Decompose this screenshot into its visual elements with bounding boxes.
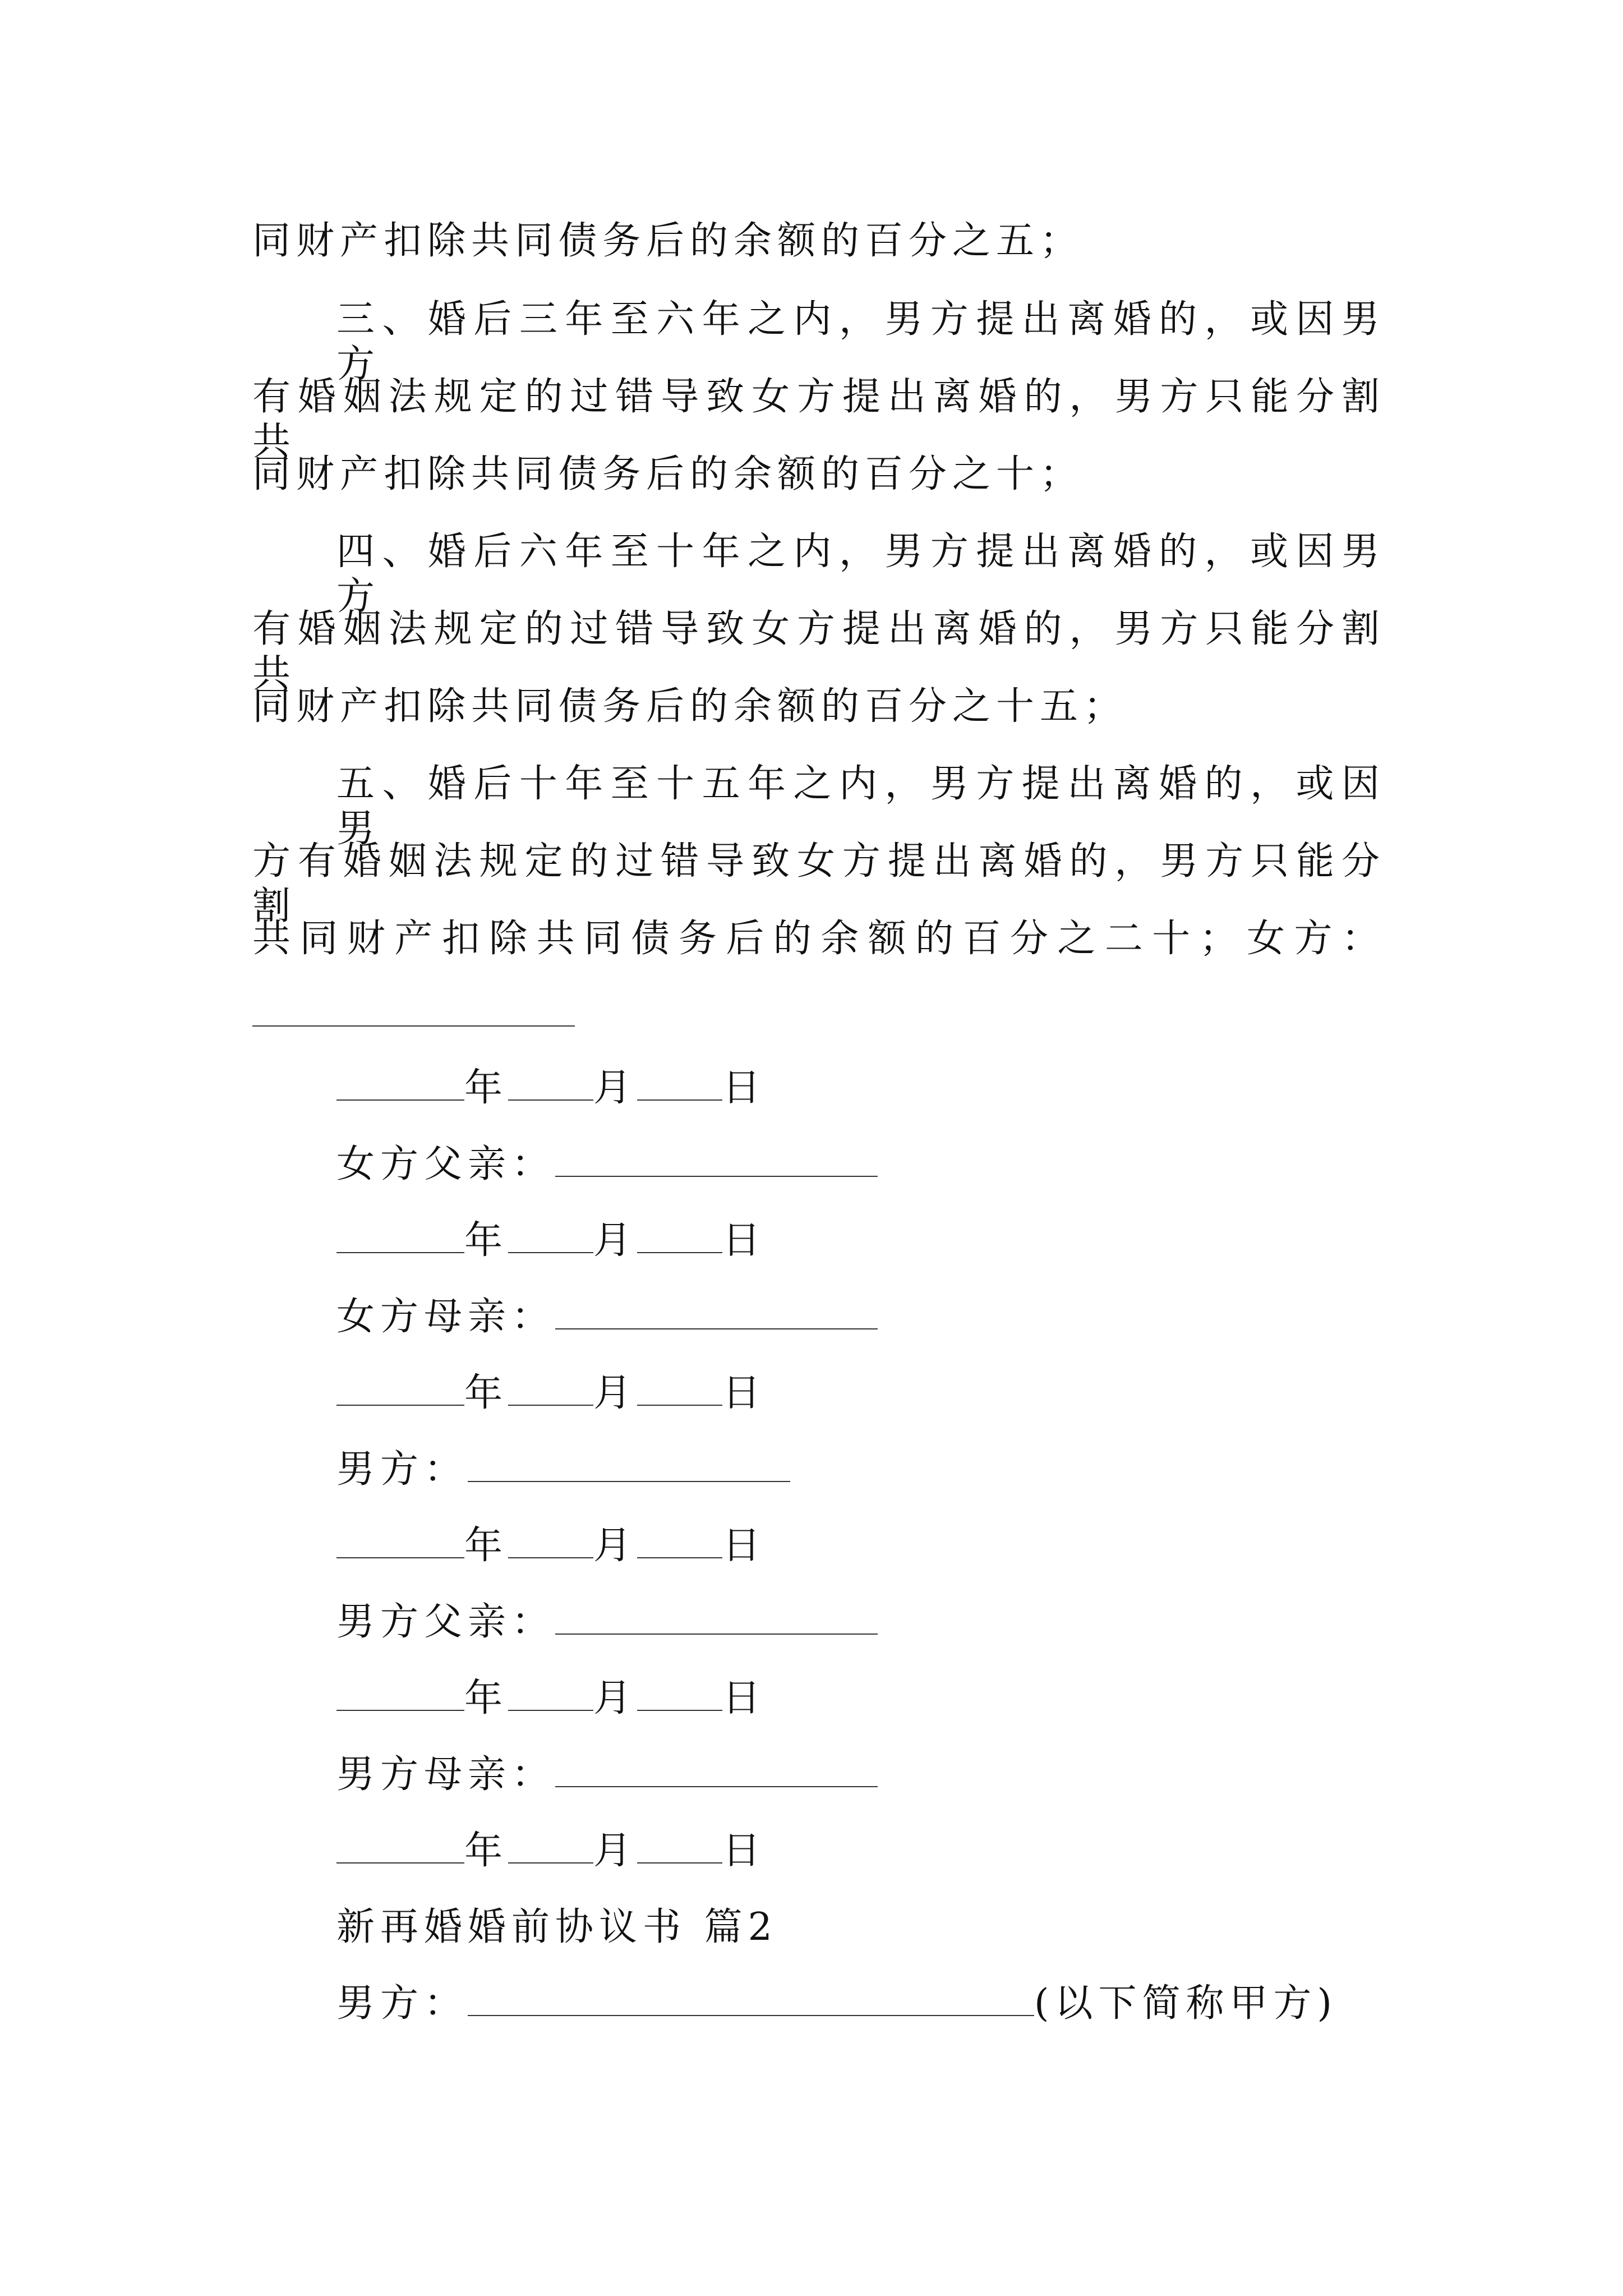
day-blank[interactable] [637,1830,722,1864]
paragraph-4-line-2: 有婚姻法规定的过错导致女方提出离婚的，男方只能分割共 [252,607,1385,696]
month-label: 月 [593,1676,638,1720]
date-row-female-father [336,1218,1469,1263]
date-row-female [336,1066,1469,1111]
male-mother-row [336,1752,1469,1797]
day-blank[interactable] [637,1525,722,1558]
male-father-signature-line[interactable] [555,1601,878,1635]
month-label: 月 [593,1524,638,1568]
month-blank[interactable] [508,1830,593,1864]
paragraph-4-line-3: 同财产扣除共同债务后的余额的百分之十五； [252,684,1128,729]
day-label: 日 [722,1524,767,1568]
female-mother-row [336,1295,1469,1340]
year-blank[interactable] [336,1067,464,1101]
month-label: 月 [593,1218,638,1263]
day-blank[interactable] [637,1372,722,1406]
male-label: 男方： [336,1447,468,1492]
year-blank[interactable] [336,1220,464,1253]
day-label: 日 [722,1371,767,1415]
paragraph-5-line-2: 方有婚姻法规定的过错导致女方提出离婚的，男方只能分割 [252,839,1385,928]
date-row-male-mother [336,1829,1469,1874]
male-mother-signature-line[interactable] [555,1754,878,1787]
year-label: 年 [464,1524,509,1568]
date-row-male [336,1524,1469,1568]
female-mother-signature-line[interactable] [555,1296,878,1329]
day-blank[interactable] [637,1220,722,1253]
male-label: 男方： [336,1981,468,2026]
year-label: 年 [464,1371,509,1415]
female-signature-line[interactable] [252,1025,575,1027]
female-father-label: 女方父亲： [336,1142,556,1186]
date-row-female-mother [336,1371,1469,1416]
male-row [336,1447,1469,1492]
month-label: 月 [593,1371,638,1415]
year-label: 年 [464,1829,509,1873]
paragraph-4-line-1: 四、婚后六年至十年之内，男方提出离婚的，或因男方 [336,530,1385,619]
paragraph-5-line-3: 共同财产扣除共同债务后的余额的百分之二十；女方： [252,917,1385,961]
year-blank[interactable] [336,1677,464,1711]
day-label: 日 [722,1829,767,1873]
day-blank[interactable] [637,1677,722,1711]
party-a-signature-line[interactable] [468,1982,1034,2016]
male-father-row [336,1600,1469,1645]
paragraph-3-line-3: 同财产扣除共同债务后的余额的百分之十； [252,452,1084,496]
paragraph-3-line-1: 三、婚后三年至六年之内，男方提出离婚的，或因男方 [336,297,1385,386]
day-label: 日 [722,1676,767,1720]
male-mother-label: 男方母亲： [336,1752,556,1797]
year-blank[interactable] [336,1372,464,1406]
female-mother-label: 女方母亲： [336,1295,556,1339]
paragraph-5-line-1: 五、婚后十年至十五年之内，男方提出离婚的，或因男 [336,762,1385,851]
section-2-male-row [336,1981,1469,2026]
party-a-suffix: (以下简称甲方) [1034,1981,1338,2026]
month-blank[interactable] [508,1372,593,1406]
male-signature-line[interactable] [468,1448,790,1482]
day-label: 日 [722,1218,767,1263]
month-blank[interactable] [508,1067,593,1101]
day-label: 日 [722,1066,767,1110]
paragraph-3-line-2: 有婚姻法规定的过错导致女方提出离婚的，男方只能分割共 [252,375,1385,464]
paragraph-2-end: 同财产扣除共同债务后的余额的百分之五； [252,219,1084,263]
date-row-male-father [336,1676,1469,1721]
month-blank[interactable] [508,1220,593,1253]
female-father-signature-line[interactable] [555,1143,878,1177]
day-blank[interactable] [637,1067,722,1101]
month-blank[interactable] [508,1525,593,1558]
year-blank[interactable] [336,1525,464,1558]
year-label: 年 [464,1066,509,1110]
month-label: 月 [593,1066,638,1110]
female-father-row [336,1142,1469,1187]
year-label: 年 [464,1218,509,1263]
month-label: 月 [593,1829,638,1873]
year-label: 年 [464,1676,509,1720]
male-father-label: 男方父亲： [336,1600,556,1644]
month-blank[interactable] [508,1677,593,1711]
year-blank[interactable] [336,1830,464,1864]
section-2-heading: 新再婚婚前协议书 篇2 [336,1905,778,1949]
